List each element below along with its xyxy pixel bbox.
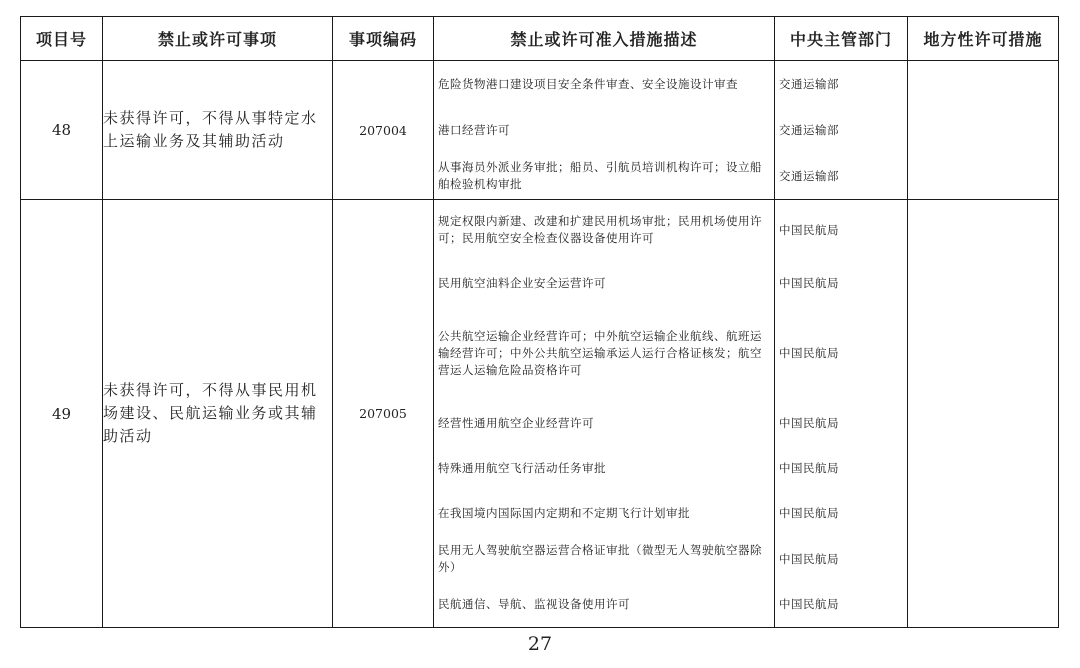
item-description: 未获得许可，不得从事特定水上运输业务及其辅助活动 [103,61,333,200]
header-project-number: 项目号 [21,17,103,61]
table-header-row [21,17,1059,61]
header-measure-description: 禁止或许可准入措施描述 [434,17,775,61]
measure-text: 在我国境内国际国内定期和不定期飞行计划审批 [438,505,690,520]
department-text: 交通运输部 [779,122,839,137]
measure-text: 民用无人驾驶航空器运营合格证审批（微型无人驾驶航空器除外） [438,543,762,574]
department-text: 中国民航局 [779,415,839,430]
measure-text: 民航通信、导航、监视设备使用许可 [438,596,630,611]
department-text: 中国民航局 [779,596,839,611]
item-code: 207005 [333,200,434,628]
measure-text: 从事海员外派业务审批；船员、引航员培训机构许可；设立船舶检验机构审批 [438,160,762,191]
measure-text: 港口经营许可 [438,122,510,137]
item-code: 207004 [333,61,434,200]
table-row [21,61,1059,200]
measure-list [434,200,775,628]
department-list [775,61,908,200]
department-text: 中国民航局 [779,345,839,360]
measure-list [434,61,775,200]
measure-text: 公共航空运输企业经营许可；中外航空运输企业航线、航班运输经营许可；中外公共航空运输承运人运行合格证核发；航空营运人运输危险品资格许可 [438,328,762,377]
department-text: 中国民航局 [779,460,839,475]
project-number: 49 [21,200,103,628]
page-number: 27 [527,633,553,655]
department-text: 中国民航局 [779,222,839,237]
measure-text: 危险货物港口建设项目安全条件审查、安全设施设计审查 [438,76,738,91]
measure-text: 民用航空油料企业安全运营许可 [438,275,606,290]
project-number: 48 [21,61,103,200]
department-text: 中国民航局 [779,275,839,290]
measure-text: 特殊通用航空飞行活动任务审批 [438,460,606,475]
department-text: 交通运输部 [779,168,839,183]
header-item-code: 事项编码 [333,17,434,61]
header-prohibited-or-permitted-item: 禁止或许可事项 [103,17,333,61]
table-row [21,200,1059,628]
header-central-department: 中央主管部门 [775,17,908,61]
department-text: 中国民航局 [779,551,839,566]
permit-list-table [20,16,1059,628]
local-measures-cell [908,61,1059,200]
header-local-measures: 地方性许可措施 [908,17,1059,61]
department-list [775,200,908,628]
local-measures-cell [908,200,1059,628]
measure-text: 经营性通用航空企业经营许可 [438,415,594,430]
measure-text: 规定权限内新建、改建和扩建民用机场审批；民用机场使用许可；民用航空安全检查仪器设备使用许可 [438,214,762,245]
department-text: 中国民航局 [779,505,839,520]
department-text: 交通运输部 [779,76,839,91]
item-description: 未获得许可，不得从事民用机场建设、民航运输业务或其辅助活动 [103,200,333,628]
